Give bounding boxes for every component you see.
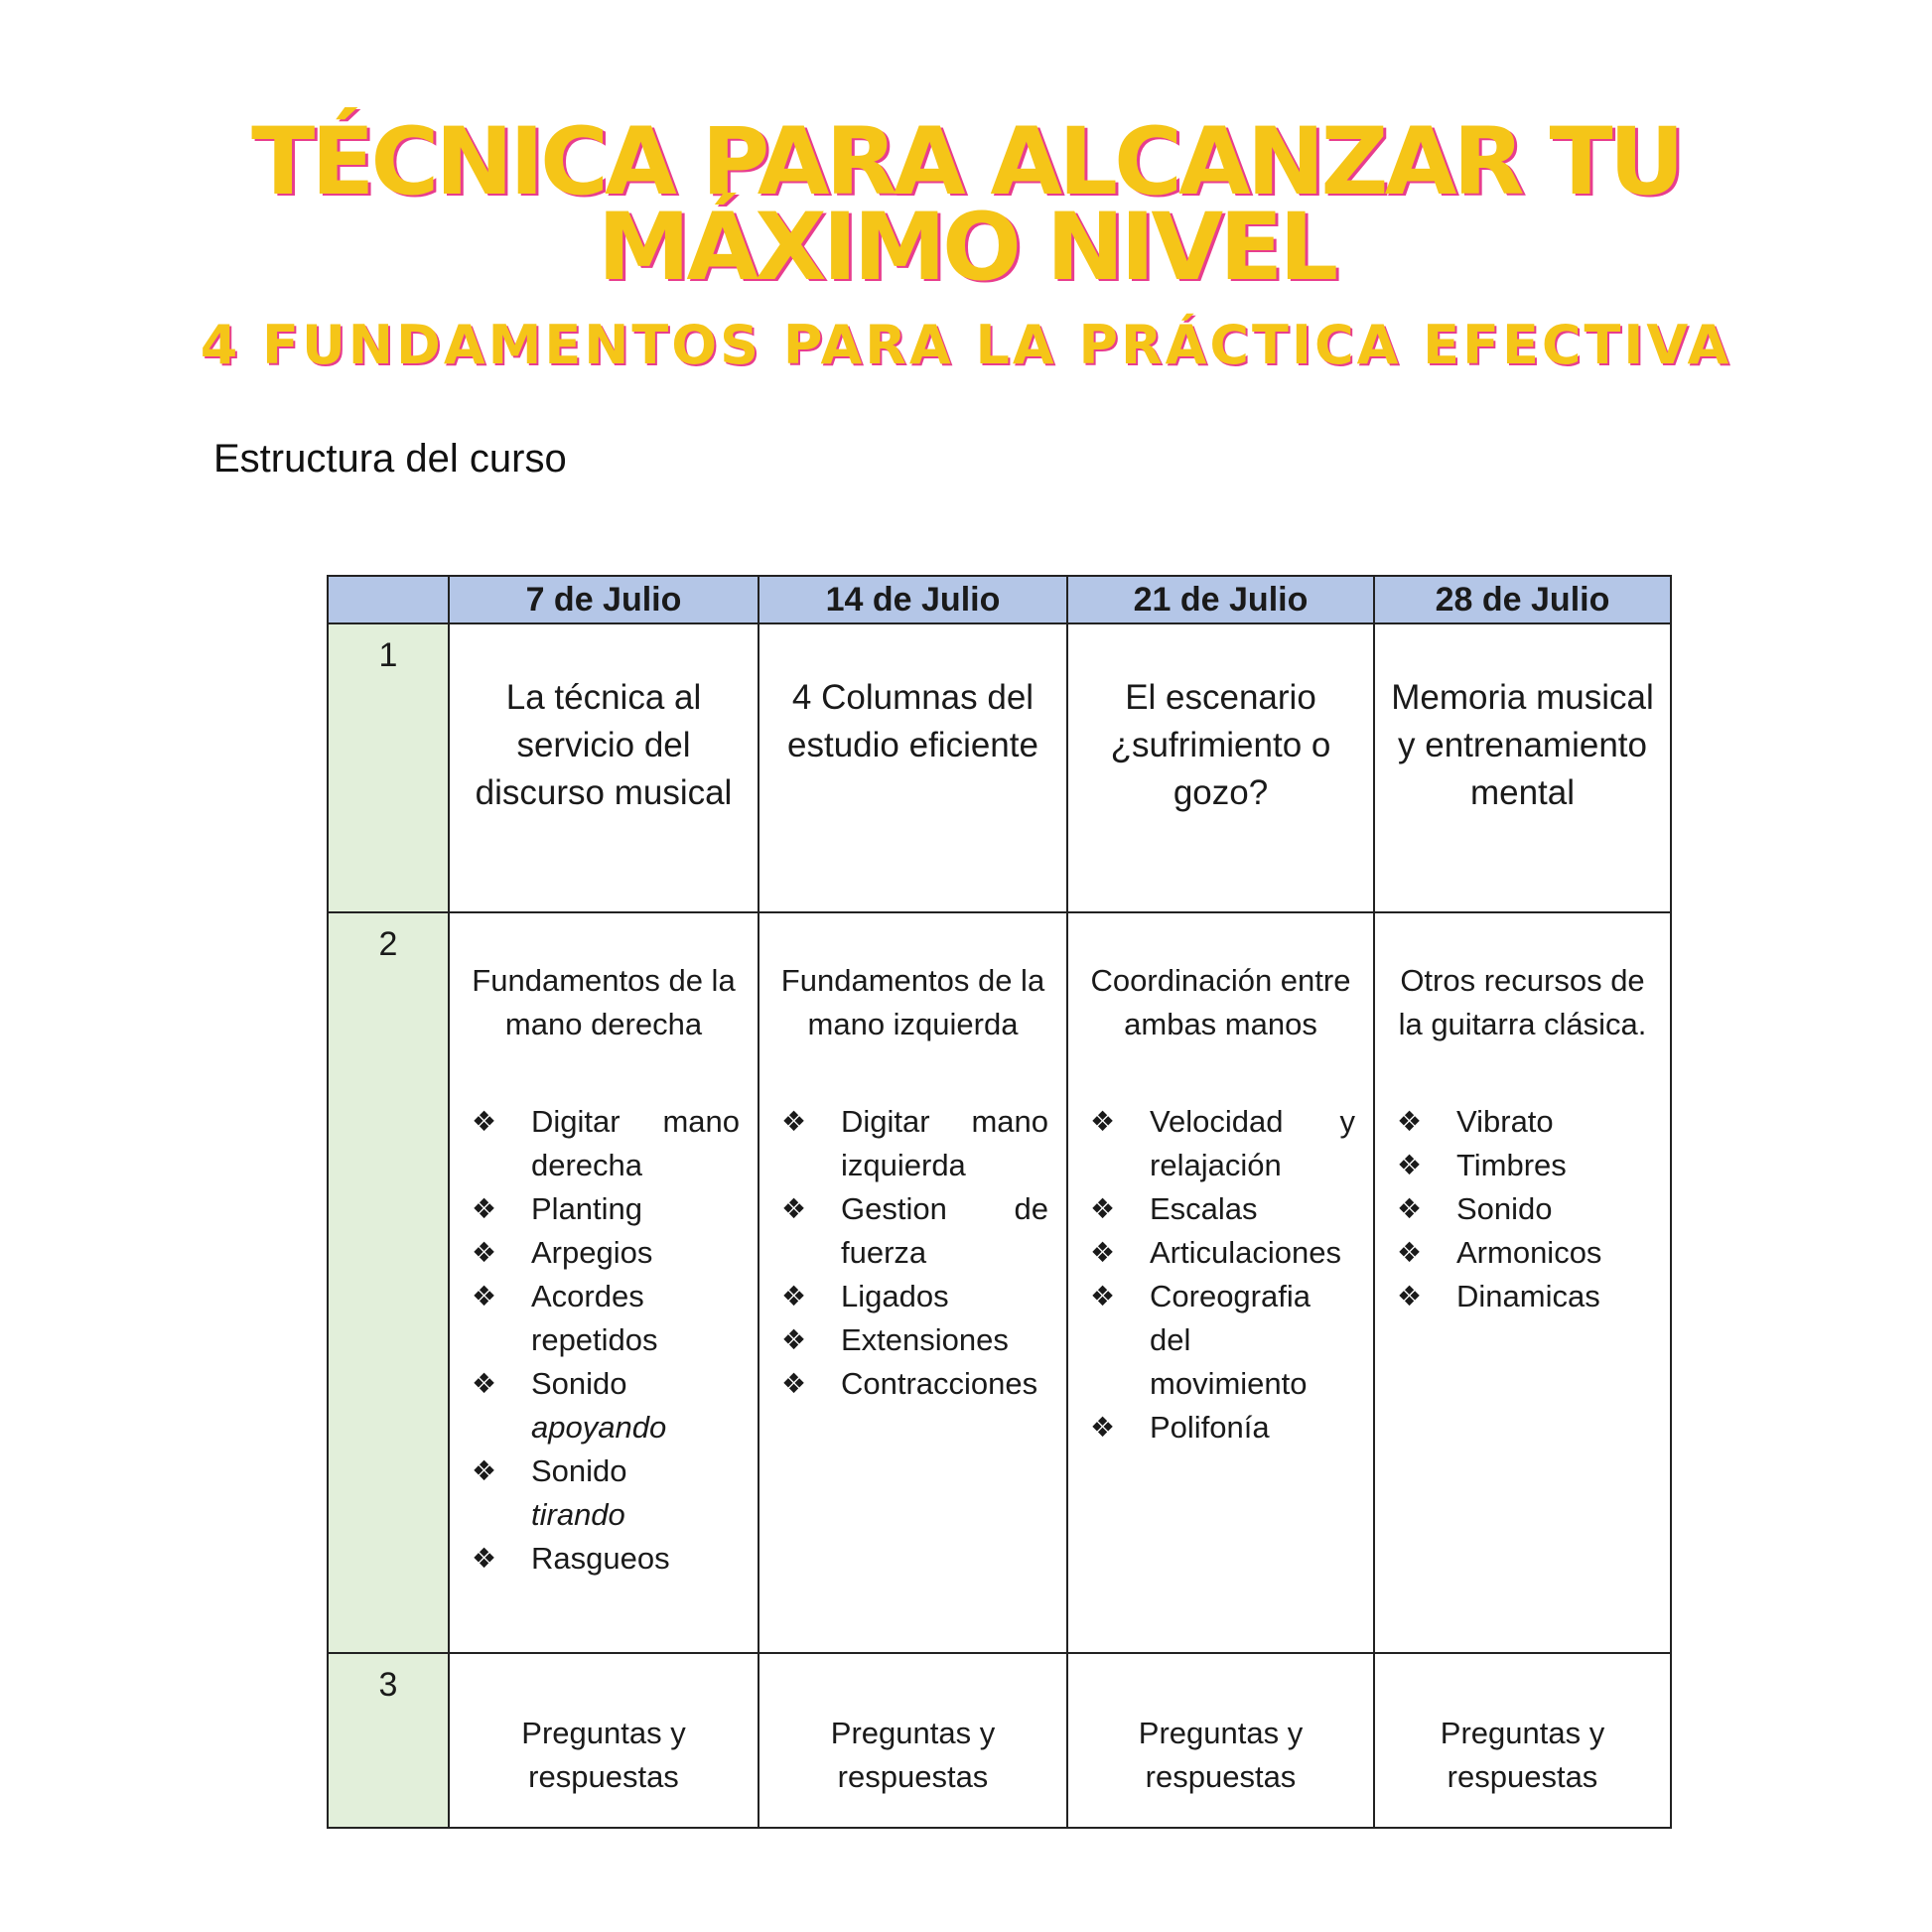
- list-item-text: Sonido: [1456, 1191, 1553, 1226]
- list-item-text: Escalas: [1150, 1191, 1258, 1226]
- four-diamond-bullet-icon: ❖: [472, 1281, 497, 1311]
- list-item: [468, 1275, 740, 1362]
- list-item-italic: tirando: [531, 1497, 625, 1532]
- detail-title: Fundamentos de la mano izquierda: [780, 963, 1045, 1041]
- list-item-text: Coreografia del movimiento: [1150, 1279, 1311, 1401]
- list-item: [1086, 1406, 1355, 1449]
- header-row: [328, 576, 1671, 623]
- qa-text: Preguntas y respuestas: [1138, 1716, 1304, 1794]
- four-diamond-bullet-icon: ❖: [1090, 1237, 1116, 1268]
- table-row: [328, 1653, 1671, 1828]
- four-diamond-bullet-icon: ❖: [781, 1193, 807, 1224]
- detail-title: Otros recursos de la guitarra clásica.: [1398, 963, 1647, 1041]
- detail-title: Coordinación entre ambas manos: [1090, 963, 1351, 1041]
- list-item-text: Articulaciones: [1150, 1235, 1341, 1270]
- qa-text: Preguntas y respuestas: [521, 1716, 686, 1794]
- list-item: [777, 1362, 1048, 1406]
- session-topic: [449, 623, 759, 912]
- list-item-text: Acordes repetidos: [531, 1279, 658, 1357]
- list-item: [777, 1318, 1048, 1362]
- session-detail: [449, 912, 759, 1653]
- four-diamond-bullet-icon: ❖: [1397, 1237, 1423, 1268]
- qa-cell: [1374, 1653, 1671, 1828]
- list-item-text: Rasgueos: [531, 1541, 670, 1576]
- list-item-text: Sonido: [531, 1453, 627, 1488]
- four-diamond-bullet-icon: ❖: [472, 1455, 497, 1486]
- list-item: [1393, 1100, 1652, 1144]
- list-item-text: Timbres: [1456, 1148, 1567, 1182]
- topic-text: 4 Columnas del estudio eficiente: [787, 678, 1038, 764]
- four-diamond-bullet-icon: ❖: [472, 1543, 497, 1574]
- table-row: [328, 912, 1671, 1653]
- list-item-text: Contracciones: [841, 1366, 1038, 1401]
- four-diamond-bullet-icon: ❖: [781, 1281, 807, 1311]
- qa-cell: [1067, 1653, 1374, 1828]
- list-item-text: Armonicos: [1456, 1235, 1602, 1270]
- list-item: [1393, 1275, 1652, 1318]
- four-diamond-bullet-icon: ❖: [1397, 1106, 1423, 1137]
- header-corner: [328, 576, 449, 623]
- session-detail: [759, 912, 1067, 1653]
- title-line-1: TÉCNICA PARA ALCANZAR TU: [251, 108, 1681, 216]
- list-item-text: Vibrato: [1456, 1104, 1554, 1139]
- list-item-text: Extensiones: [841, 1322, 1009, 1357]
- header-date: 21 de Julio: [1067, 576, 1374, 623]
- bullet-list: [777, 1100, 1048, 1406]
- title-line-2: MÁXIMO NIVEL: [597, 194, 1335, 302]
- list-item: [1393, 1231, 1652, 1275]
- session-detail: [1374, 912, 1671, 1653]
- session-detail: [1067, 912, 1374, 1653]
- course-structure-table: [327, 575, 1672, 1829]
- list-item-text: Planting: [531, 1191, 643, 1226]
- qa-cell: [449, 1653, 759, 1828]
- topic-text: Memoria musical y entrenamiento mental: [1391, 678, 1654, 812]
- list-item: [468, 1449, 740, 1537]
- four-diamond-bullet-icon: ❖: [472, 1193, 497, 1224]
- session-topic: [1067, 623, 1374, 912]
- list-item: [1086, 1231, 1355, 1275]
- four-diamond-bullet-icon: ❖: [781, 1368, 807, 1399]
- four-diamond-bullet-icon: ❖: [472, 1106, 497, 1137]
- section-heading: Estructura del curso: [213, 437, 567, 481]
- list-item-text: Sonido: [531, 1366, 627, 1401]
- four-diamond-bullet-icon: ❖: [1090, 1106, 1116, 1137]
- qa-cell: [759, 1653, 1067, 1828]
- list-item: [1393, 1187, 1652, 1231]
- header-date: 28 de Julio: [1374, 576, 1671, 623]
- four-diamond-bullet-icon: ❖: [472, 1237, 497, 1268]
- row-number: 1: [328, 623, 449, 912]
- topic-text: La técnica al servicio del discurso musical: [475, 678, 733, 812]
- qa-text: Preguntas y respuestas: [1440, 1716, 1605, 1794]
- four-diamond-bullet-icon: ❖: [1397, 1193, 1423, 1224]
- list-item: [777, 1275, 1048, 1318]
- qa-text: Preguntas y respuestas: [830, 1716, 996, 1794]
- four-diamond-bullet-icon: ❖: [781, 1324, 807, 1355]
- list-item: [468, 1537, 740, 1581]
- list-item-italic: apoyando: [531, 1410, 667, 1445]
- topic-text: El escenario ¿sufrimiento o gozo?: [1110, 678, 1331, 812]
- list-item-text: Velocidad y relajación: [1150, 1104, 1355, 1182]
- bullet-list: [1086, 1100, 1355, 1449]
- four-diamond-bullet-icon: ❖: [1397, 1150, 1423, 1180]
- four-diamond-bullet-icon: ❖: [1397, 1281, 1423, 1311]
- row-number: 2: [328, 912, 449, 1653]
- table-row: [328, 623, 1671, 912]
- list-item: [1393, 1144, 1652, 1187]
- list-item-text: Arpegios: [531, 1235, 653, 1270]
- header-date: 7 de Julio: [449, 576, 759, 623]
- subtitle: 4 FUNDAMENTOS PARA LA PRÁCTICA EFECTIVA: [200, 314, 1732, 376]
- list-item: [468, 1231, 740, 1275]
- list-item: [1086, 1100, 1355, 1187]
- session-topic: [1374, 623, 1671, 912]
- four-diamond-bullet-icon: ❖: [781, 1106, 807, 1137]
- four-diamond-bullet-icon: ❖: [1090, 1193, 1116, 1224]
- list-item-text: Polifonía: [1150, 1410, 1270, 1445]
- list-item: [777, 1187, 1048, 1275]
- detail-title: Fundamentos de la mano derecha: [472, 963, 736, 1041]
- list-item-text: Digitar mano izquierda: [841, 1104, 1048, 1182]
- bullet-list: [1393, 1100, 1652, 1318]
- list-item-text: Ligados: [841, 1279, 949, 1313]
- list-item: [1086, 1275, 1355, 1406]
- list-item-text: Dinamicas: [1456, 1279, 1600, 1313]
- session-topic: [759, 623, 1067, 912]
- header-date: 14 de Julio: [759, 576, 1067, 623]
- list-item-text: Digitar mano derecha: [531, 1104, 740, 1182]
- list-item: [777, 1100, 1048, 1187]
- four-diamond-bullet-icon: ❖: [1090, 1281, 1116, 1311]
- bullet-list: [468, 1100, 740, 1581]
- list-item-text: Gestion de fuerza: [841, 1191, 1048, 1270]
- list-item: [468, 1187, 740, 1231]
- list-item: [1086, 1187, 1355, 1231]
- four-diamond-bullet-icon: ❖: [1090, 1412, 1116, 1443]
- list-item: [468, 1100, 740, 1187]
- four-diamond-bullet-icon: ❖: [472, 1368, 497, 1399]
- list-item: [468, 1362, 740, 1449]
- row-number: 3: [328, 1653, 449, 1828]
